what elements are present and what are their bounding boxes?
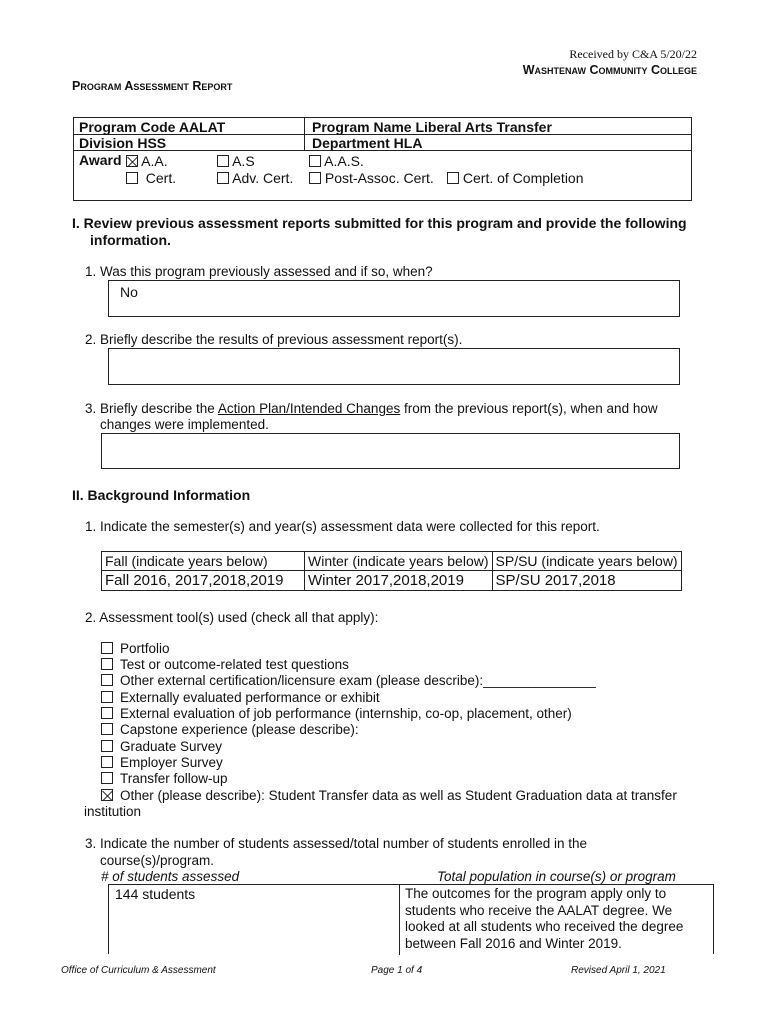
footer-revised: Revised April 1, 2021 [571,965,666,976]
cell-spsu[interactable]: SP/SU 2017,2018 [492,571,681,591]
checkbox-icon [101,756,113,768]
checkbox-icon [101,723,113,735]
department: Department HLA [312,135,423,151]
answer-field-1-2[interactable] [108,348,680,385]
answer-field-1-1[interactable]: No [108,280,680,317]
cell-fall[interactable]: Fall 2016, 2017,2018,2019 [102,571,305,591]
award-cert[interactable]: Cert. [126,170,176,186]
header-fall: Fall (indicate years below) [102,552,305,571]
tool-other[interactable]: Other (please describe): Student Transfer data as well as Student Graduation data at transfer [101,788,677,804]
question-2-3-cont: course(s)/program. [100,853,215,868]
award-aa[interactable]: A.A. [126,153,168,169]
question-2-3: 3. Indicate the number of students assessed/total number of students enrolled in the [85,836,588,851]
award-label: Award [79,152,122,168]
program-code: Program Code AALAT [79,119,226,135]
section1-heading-cont: information. [90,232,171,248]
checkbox-icon [101,642,113,654]
action-plan-link: Action Plan/Intended Changes [217,401,401,416]
college-name: Washtenaw Community College [522,63,697,77]
students-assessed-header: # of students assessed [101,869,240,884]
footer-office: Office of Curriculum & Assessment [61,965,216,976]
checkbox-icon [309,155,321,167]
report-title: Program Assessment Report [72,79,233,93]
checkbox-icon [217,172,229,184]
header-winter: Winter (indicate years below) [305,552,493,571]
question-1-2: 2. Briefly describe the results of previous assessment report(s). [85,332,463,347]
checkbox-icon [101,707,113,719]
tool-job-performance[interactable]: External evaluation of job performance (internship, co-op, placement, other) [101,706,572,722]
question-2-2: 2. Assessment tool(s) used (check all that apply): [85,610,379,625]
received-stamp: Received by C&A 5/20/22 [569,47,697,61]
header-spsu: SP/SU (indicate years below) [492,552,681,571]
section1-heading: I. Review previous assessment reports submitted for this program and provide the following [72,215,687,231]
checkbox-checked-icon [126,155,138,167]
checkbox-icon [126,172,138,184]
tool-portfolio[interactable]: Portfolio [101,641,170,657]
program-name: Program Name Liberal Arts Transfer [312,119,552,135]
checkbox-icon [101,740,113,752]
award-as[interactable]: A.S [217,153,255,169]
semester-table [101,551,682,591]
award-adv-cert[interactable]: Adv. Cert. [217,170,293,186]
cell-winter[interactable]: Winter 2017,2018,2019 [305,571,493,591]
question-1-3-cont: changes were implemented. [100,417,269,432]
tool-capstone[interactable]: Capstone experience (please describe): [101,722,359,738]
question-1-1: 1. Was this program previously assessed and if so, when? [85,264,433,279]
tool-external-performance[interactable]: Externally evaluated performance or exhibit [101,690,380,706]
tool-graduate-survey[interactable]: Graduate Survey [101,739,222,755]
table-row [102,571,682,591]
tool-transfer-followup[interactable]: Transfer follow-up [101,771,228,787]
question-2-1: 1. Indicate the semester(s) and year(s) assessment data were collected for this report. [85,519,600,534]
population-value[interactable]: The outcomes for the program apply only to students who receive the AALAT degree. We looked at all students who received the degree between Fall 2016 and Winter 2019. [405,886,684,951]
checkbox-icon [101,772,113,784]
checkbox-icon [101,674,113,686]
tool-external-cert[interactable]: Other external certification/licensure exam (please describe):_______________ [101,673,596,689]
award-post-assoc[interactable]: Post-Assoc. Cert. [309,170,434,186]
checkbox-icon [309,172,321,184]
section2-heading: II. Background Information [72,487,251,503]
tool-test[interactable]: Test or outcome-related test questions [101,657,349,673]
award-completion[interactable]: Cert. of Completion [447,170,584,186]
checkbox-icon [217,155,229,167]
checkbox-icon [101,691,113,703]
award-aas[interactable]: A.A.S. [309,153,364,169]
division: Division HSS [79,135,167,151]
checkbox-icon [447,172,459,184]
tool-other-continuation: institution [84,804,142,819]
tool-employer-survey[interactable]: Employer Survey [101,755,223,771]
checkbox-icon [101,658,113,670]
question-1-3: 3. Briefly describe the Action Plan/Intended Changes from the previous report(s), when and how [85,401,658,416]
checkbox-checked-icon [101,789,113,801]
students-assessed-value[interactable]: 144 students [115,886,196,902]
answer-field-1-3[interactable] [101,433,680,469]
population-header: Total population in course(s) or program [437,869,676,884]
table-header-row [102,552,682,571]
footer-page: Page 1 of 4 [371,965,423,976]
